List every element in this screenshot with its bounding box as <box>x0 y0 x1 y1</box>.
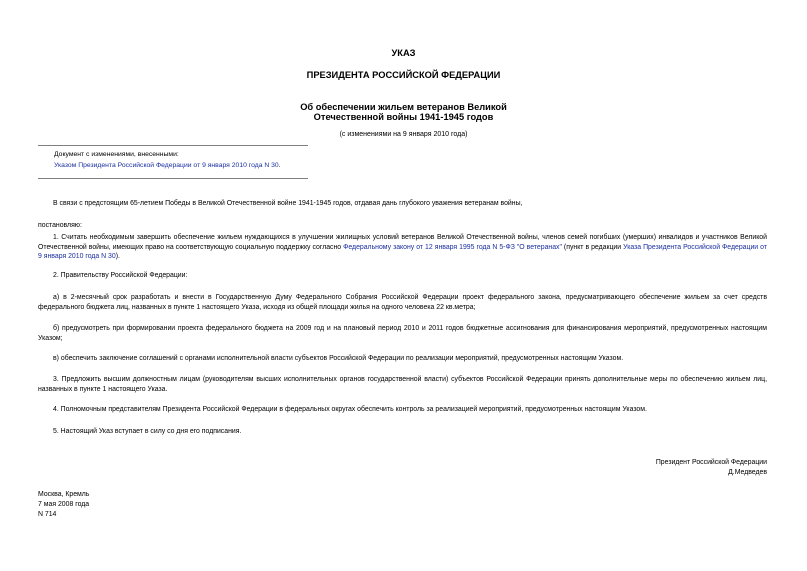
p1-end: ). <box>115 253 120 260</box>
reference-suffix: . <box>278 162 281 169</box>
reference-line <box>54 161 281 170</box>
paragraph-2b: б) предусмотреть при формировании проекта федерального бюджета на 2009 год и на плановый период 2010 и 2011 годов бюджетные ассигнования для финансирования мероприятий, предусмотренных настоящим Указом; <box>38 325 767 342</box>
signing-date: 7 мая 2008 года <box>38 501 90 508</box>
decree-word: постановляю: <box>38 222 82 229</box>
preamble: В связи с предстоящим 65-летием Победы в Великой Отечественной войне 1941-1945 годов, отдавая дань глубокого уважения ветеранам войны, <box>53 200 523 207</box>
signature-position: Президент Российской Федерации <box>655 459 767 466</box>
amendments-reference-box <box>38 145 308 179</box>
paragraph-2c: в) обеспечить заключение соглашений с органами исполнительной власти субъектов Российской Федерации по реализации мероприятий, предусмотренных настоящим Указом. <box>53 355 624 362</box>
paragraph-4: 4. Полномочным представителям Президента Российской Федерации в федеральных округах обеспечить контроль за реализацией мероприятий, предусмотренных настоящим Указом. <box>53 406 647 413</box>
reference-label: Документ с изменениями, внесенными: <box>54 151 179 158</box>
veterans-law-link[interactable]: Федеральному закону от 12 января 1995 года N 5-ФЗ "О ветеранах" <box>343 243 562 251</box>
doc-subject-line2: Отечественной войны 1941-1945 годов <box>313 112 494 122</box>
paragraph-2: 2. Правительству Российской Федерации: <box>53 272 188 279</box>
paragraph-2a: а) в 2-месячный срок разработать и внести в Государственную Думу Федерального Собрания Российской Федерации проект федерального закона, предусматривающего обеспечение жильем за счет средств федерального бюджета лиц, названных в пункте 1 настоящего Указа, исходя из общей площади жилья на одного человека 22 кв.метра; <box>38 294 767 311</box>
signing-place: Москва, Кремль <box>38 491 90 498</box>
p1-mid: (пункт в редакции <box>561 243 624 251</box>
amendments-note: (с изменениями на 9 января 2010 года) <box>339 131 468 138</box>
paragraph-3: 3. Предложить высшим должностным лицам (руководителям высших исполнительных органов государственной власти) субъектов Российской Федерации принять дополнительные меры по обеспечению жильем лиц, названных в пункте 1 настоящего Указа. <box>38 376 767 393</box>
decree-30-link[interactable]: Указа Президента Российской Федерации от 9 января 2010 года N 30 <box>38 243 767 260</box>
decree-number: N 714 <box>38 511 57 518</box>
p1-text: 1. Считать необходимым завершить обеспечение жильем нуждающихся в улучшении жилищных условий ветеранов Великой Отечественной войны, членов семей погибших (умерших) инвалидов и участников Великой Отечественной войны, имеющих право на соответствующую социальную поддержку согласно <box>38 234 767 251</box>
doc-issuer: ПРЕЗИДЕНТА РОССИЙСКОЙ ФЕДЕРАЦИИ <box>306 70 501 80</box>
paragraph-5: 5. Настоящий Указ вступает в силу со дня его подписания. <box>53 428 242 435</box>
reference-link[interactable]: Указом Президента Российской Федерации от 9 января 2010 года N 30 <box>54 162 279 169</box>
doc-subject-line1: Об обеспечении жильем ветеранов Великой <box>300 102 507 112</box>
doc-title: УКАЗ <box>391 48 416 58</box>
signature-name: Д.Медведев <box>728 469 767 476</box>
paragraph-1 <box>38 233 767 262</box>
